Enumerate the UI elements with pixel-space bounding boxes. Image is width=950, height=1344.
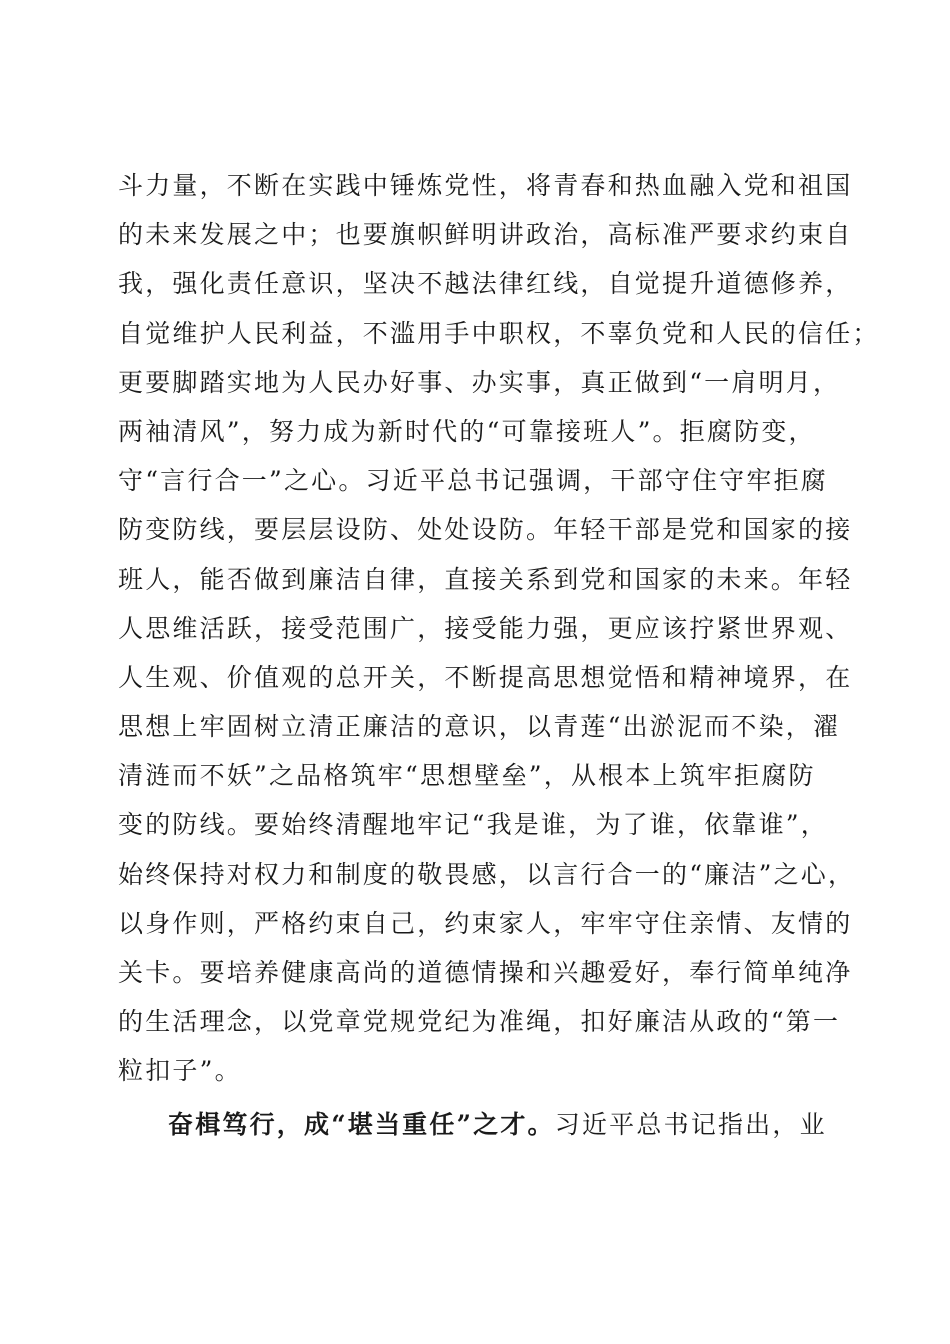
paragraph-1 xyxy=(118,161,880,1096)
text-line: 守“言行合一”之心。习近平总书记强调，干部守住守牢拒腐 xyxy=(118,466,828,496)
text-line: 的生活理念，以党章党规党纪为准绳，扣好廉洁从政的“第一 xyxy=(118,1007,841,1037)
text-line: 斗力量，不断在实践中锤炼党性，将青春和热血融入党和祖国 xyxy=(118,171,853,200)
text-line: 清涟而不妖”之品格筑牢“思想壁垒”，从根本上筑牢拒腐防 xyxy=(118,761,816,791)
text-line: 我，强化责任意识，坚决不越法律红线，自觉提升道德修养， xyxy=(118,269,853,299)
paragraph-2 xyxy=(118,1100,848,1149)
text-line: 更要脚踏实地为人民办好事、办实事，真正做到“一肩明月， xyxy=(118,367,841,397)
text-line: 思想上牢固树立清正廉洁的意识，以青莲“出淤泥而不染，濯 xyxy=(118,712,841,742)
text-line: 自觉维护人民利益，不滥用手中职权，不辜负党和人民的信任； xyxy=(118,318,880,348)
text-line: 以身作则，严格约束自己，约束家人，牢牢守住亲情、友情的 xyxy=(118,908,853,938)
section-heading: 奋楫笃行，成“堪当重任”之才。 xyxy=(168,1109,555,1139)
text-line: 人生观、价值观的总开关，不断提高思想觉悟和精神境界，在 xyxy=(118,662,853,692)
text-line: 的未来发展之中；也要旗帜鲜明讲政治，高标准严要求约束自 xyxy=(118,220,853,250)
text-line: 变的防线。要始终清醒地牢记“我是谁，为了谁，依靠谁”， xyxy=(118,810,828,840)
text-line: 两袖清风”，努力成为新时代的“可靠接班人”。拒腐防变， xyxy=(118,416,816,446)
text-line: 始终保持对权力和制度的敬畏感，以言行合一的“廉洁”之心， xyxy=(118,859,856,889)
text-line: 班人，能否做到廉洁自律，直接关系到党和国家的未来。年轻 xyxy=(118,564,853,594)
text-line: 关卡。要培养健康高尚的道德情操和兴趣爱好，奉行简单纯净 xyxy=(118,958,853,987)
text-line: 人思维活跃，接受范围广，接受能力强，更应该拧紧世界观、 xyxy=(118,613,853,643)
text-line: 粒扣子”。 xyxy=(118,1056,242,1086)
document-body xyxy=(118,161,880,1149)
text-line: 防变防线，要层层设防、处处设防。年轻干部是党和国家的接 xyxy=(118,515,853,545)
paragraph-text: 习近平总书记指出，业 xyxy=(554,1109,827,1139)
